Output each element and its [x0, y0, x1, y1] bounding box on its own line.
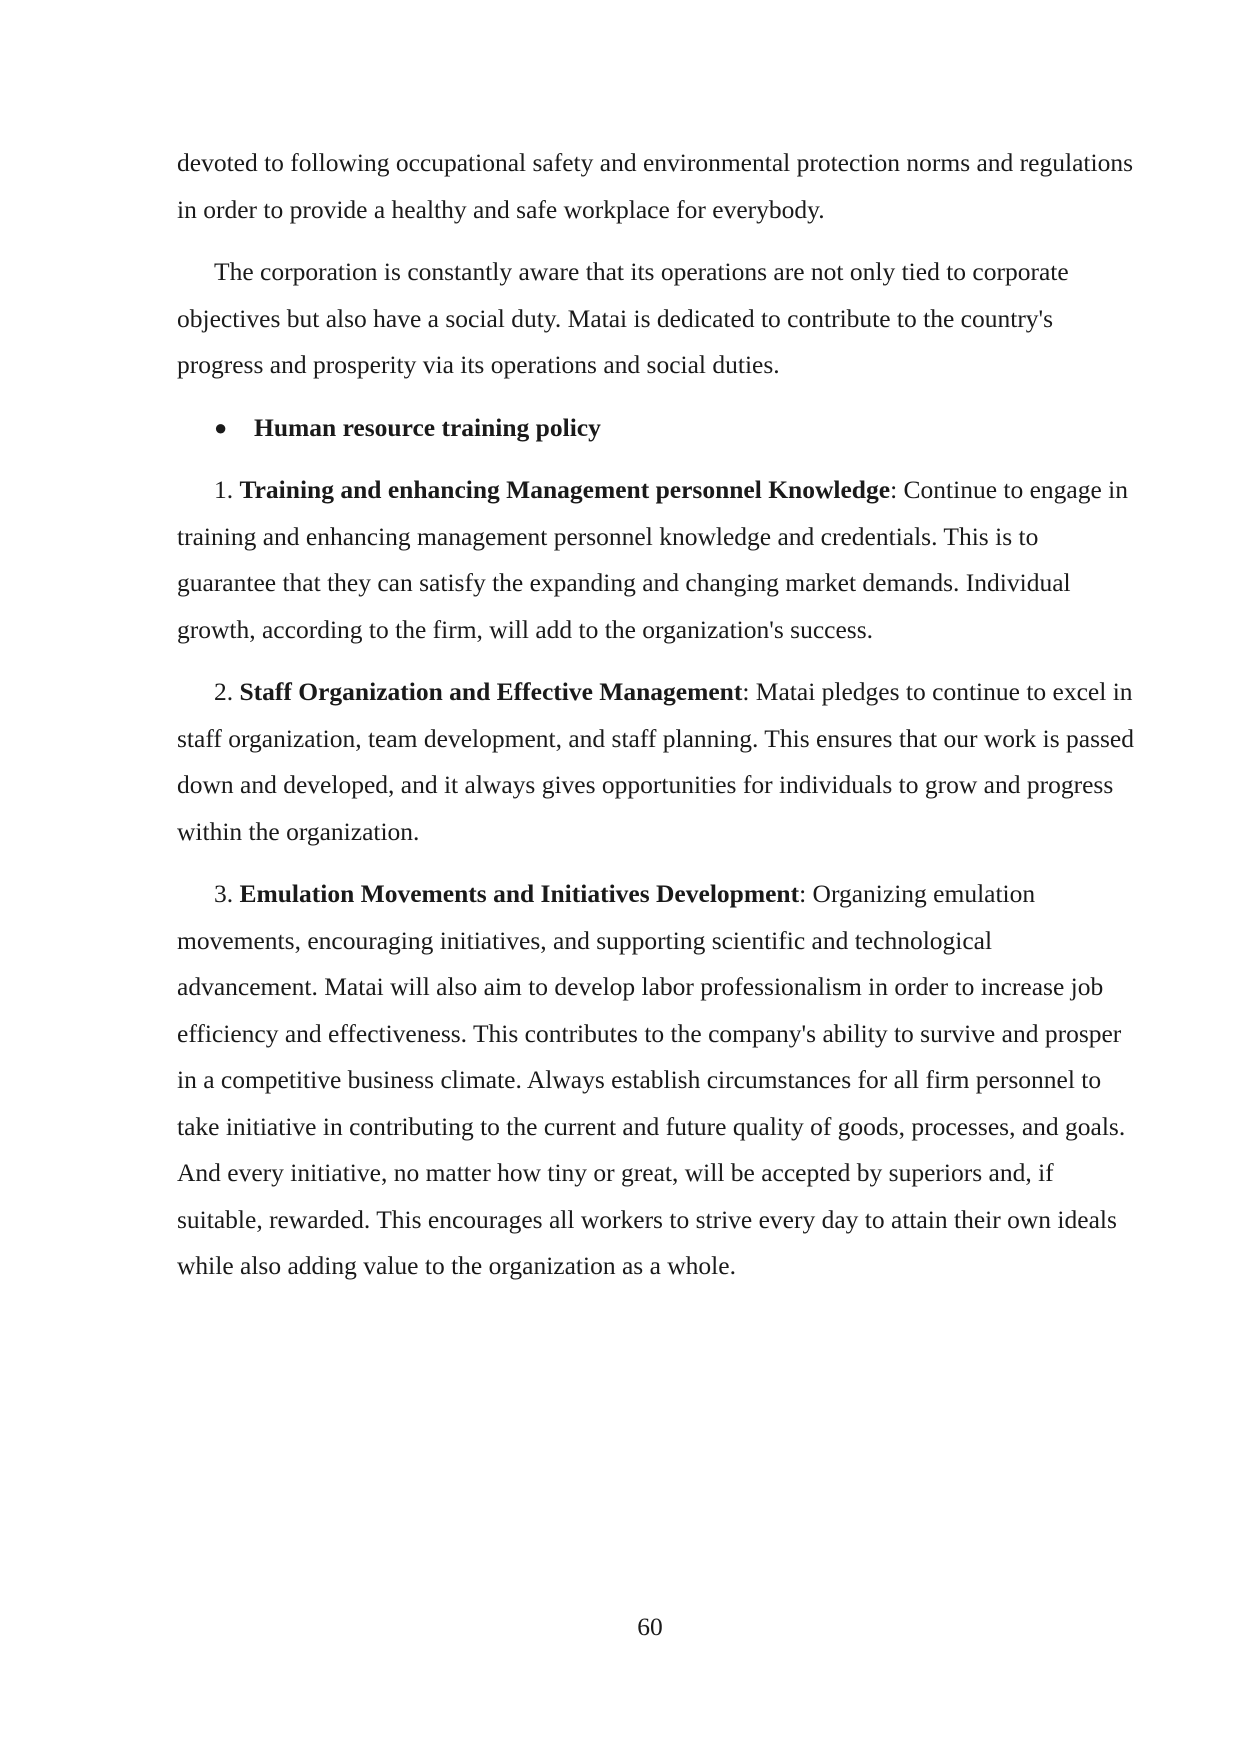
bullet-icon: ●	[214, 414, 228, 440]
policy-item-1	[177, 467, 1137, 653]
policy-item-body: : Continue to engage in training and enhancing management personnel knowledge and credentials. This is to guarantee that they can satisfy the expanding and changing market demands. Individual growth, according to the firm, will add to the organization's success.	[177, 475, 1129, 644]
policy-item-title: Emulation Movements and Initiatives Development	[239, 879, 800, 908]
policy-item-body: : Organizing emulation movements, encouraging initiatives, and supporting scientific and technological advancement. Matai will also aim to develop labor professionalism in order to increase job efficiency and effectiveness. This contributes to the company's ability to survive and prosper in a competitive business climate. Always establish circumstances for all firm personnel to take initiative in contributing to the current and future quality of goods, processes, and goals. And every initiative, no matter how tiny or great, will be accepted by superiors and, if suitable, rewarded. This encourages all workers to strive every day to attain their own ideals while also adding value to the organization as a whole.	[177, 879, 1126, 1280]
policy-item-title: Training and enhancing Management personnel Knowledge	[239, 475, 891, 504]
paragraph-social-duty: The corporation is constantly aware that its operations are not only tied to corporate objectives but also have a social duty. Matai is dedicated to contribute to the country's progress and prosperity via its operations and social duties.	[177, 257, 1069, 379]
section-heading	[177, 405, 1137, 452]
policy-item-number: 3.	[214, 879, 234, 908]
policy-item-2	[177, 669, 1137, 855]
section-heading-text: Human resource training policy	[254, 412, 601, 442]
policy-item-title: Staff Organization and Effective Management	[239, 677, 743, 706]
policy-item-3	[177, 871, 1137, 1290]
page-number: 60	[637, 1612, 663, 1641]
document-page	[177, 140, 1137, 1306]
policy-item-number: 1.	[214, 475, 234, 504]
policy-item-number: 2.	[214, 677, 234, 706]
policy-item-body: : Matai pledges to continue to excel in staff organization, team development, and staff planning. This ensures that our work is passed down and developed, and it always gives opportunities for individuals to grow and progress within the organization.	[177, 677, 1134, 846]
paragraph-continuation: devoted to following occupational safety and environmental protection norms and regulations in order to provide a healthy and safe workplace for everybody.	[177, 148, 1133, 224]
